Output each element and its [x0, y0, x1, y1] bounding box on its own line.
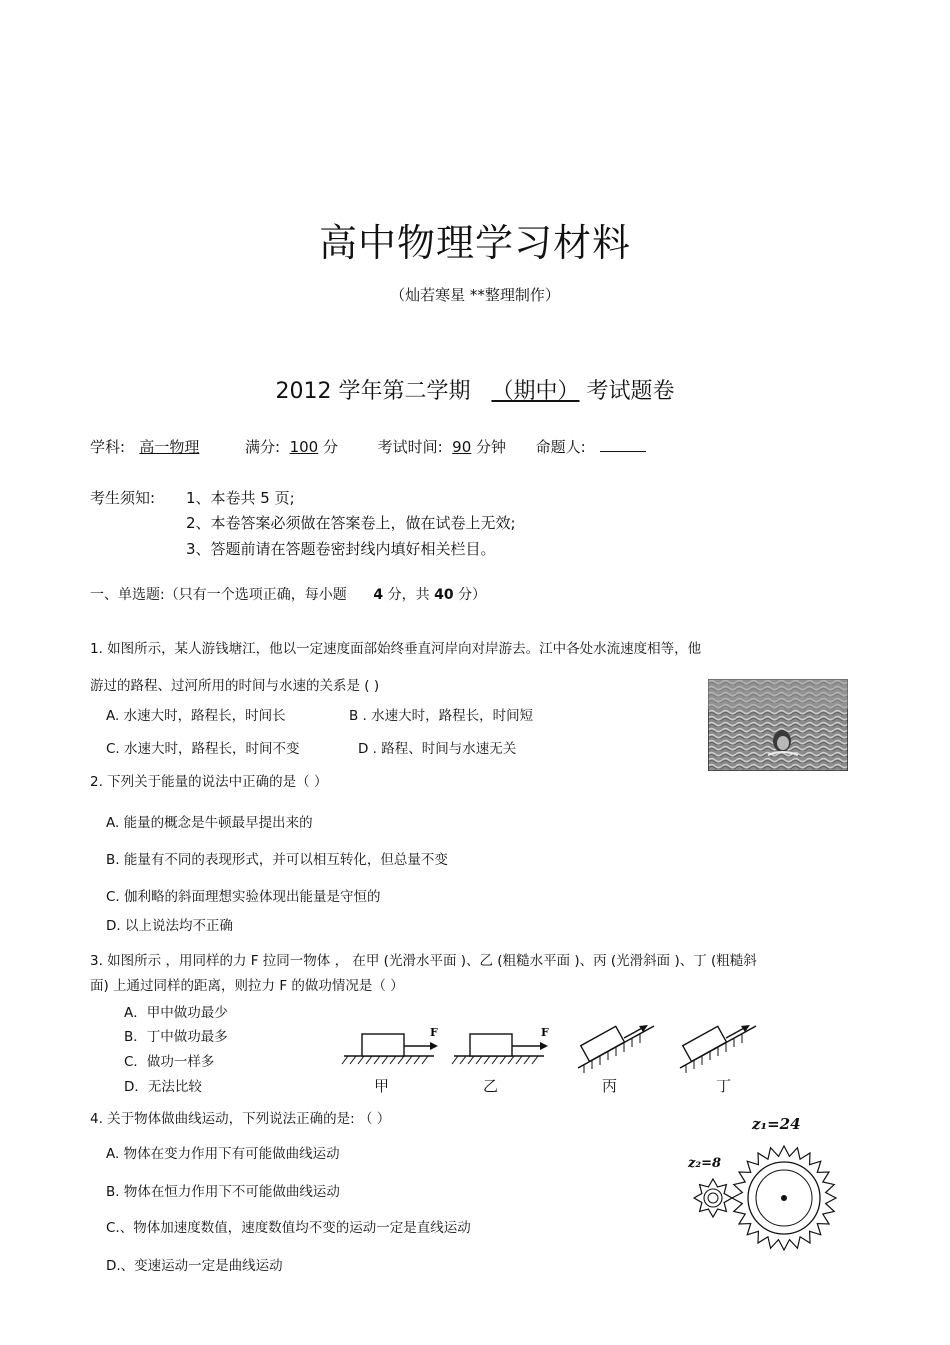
- exam-suffix: 考试题卷: [586, 379, 675, 404]
- gear-large-axle: [781, 1195, 787, 1201]
- question-1-stem-line1: 1. 如图所示，某人游钱塘江，他以一定速度面部始终垂直河岸向对岸游去。江中各处水流速度相等，他: [90, 641, 702, 657]
- notice-item: 1、本卷共 5 页;: [186, 489, 295, 507]
- score-value: 100: [289, 438, 319, 456]
- page-subtitle: （灿若寒星 **整理制作）: [390, 286, 560, 304]
- question-3-stem-line2: 面) 上通过同样的距离，则拉力 F 的做功情况是（ ）: [90, 978, 404, 994]
- figure-label-jia: 甲: [374, 1077, 390, 1095]
- swimmer-photo: [708, 679, 848, 771]
- score-label: 满分:: [244, 438, 281, 456]
- exam-term: 学年第二学期: [338, 379, 471, 404]
- author-label: 命题人:: [535, 438, 586, 456]
- force-diagrams: [338, 1012, 768, 1074]
- question-2-option-a: A. 能量的概念是牛顿最早提出来的: [106, 815, 313, 831]
- question-4-option-b: B. 物体在恒力作用下不可能做曲线运动: [106, 1184, 340, 1200]
- points-each: 4: [373, 587, 384, 603]
- figure-ding: [680, 1025, 756, 1073]
- question-1-option-b: B . 水速大时，路程长，时间短: [349, 708, 534, 724]
- notice-item: 2、本卷答案必须做在答案卷上，做在试卷上无效;: [186, 514, 516, 532]
- question-1-option-d: D . 路程、时间与水速无关: [358, 741, 517, 757]
- figure-label-yi: 乙: [483, 1077, 499, 1095]
- section-heading-end: 分）: [458, 587, 487, 603]
- force-label-jia: F: [430, 1026, 438, 1039]
- question-3-option-b: B．丁中做功最多: [124, 1029, 228, 1045]
- figure-label-bing: 丙: [602, 1077, 618, 1095]
- points-total: 40: [434, 587, 454, 603]
- force-label-yi: F: [541, 1026, 549, 1039]
- gear-label-z1: z₁=24: [752, 1115, 801, 1133]
- time-value: 90: [452, 438, 472, 456]
- time-label: 考试时间:: [377, 438, 443, 456]
- question-2-option-c: C. 伽利略的斜面理想实验体现出能量是守恒的: [106, 889, 381, 905]
- figure-yi: [452, 1026, 549, 1064]
- gear-small-teeth: [694, 1179, 732, 1217]
- question-2-stem: 2. 下列关于能量的说法中正确的是（ ）: [90, 774, 328, 790]
- question-1-option-a: A. 水速大时，路程长，时间长: [106, 708, 286, 724]
- question-3-option-c: C．做功一样多: [124, 1054, 215, 1070]
- question-4-option-c: C.、物体加速度数值，速度数值均不变的运动一定是直线运动: [106, 1220, 471, 1236]
- gear-small: [694, 1179, 732, 1217]
- figure-bing: [578, 1025, 654, 1073]
- question-1-option-c: C. 水速大时，路程长，时间不变: [106, 741, 300, 757]
- figure-label-ding: 丁: [716, 1077, 732, 1095]
- section-heading: [90, 584, 486, 604]
- question-3-option-a: A．甲中做功最少: [124, 1005, 228, 1021]
- exam-info-line: [90, 436, 646, 457]
- notice-item: 3、答题前请在答题卷密封线内填好相关栏目。: [186, 540, 496, 558]
- time-unit: 分钟: [476, 438, 507, 456]
- exam-year: 2012: [275, 379, 332, 404]
- score-unit: 分: [322, 438, 338, 456]
- notice-label: 考生须知:: [90, 489, 156, 507]
- question-2-option-b: B. 能量有不同的表现形式，并可以相互转化，但总量不变: [106, 852, 448, 868]
- question-1-stem-line2: 游过的路程、过河所用的时间与水速的关系是 ( ): [90, 678, 380, 694]
- section-heading-mid: 分，共: [387, 587, 430, 603]
- figure-jia: [342, 1026, 438, 1064]
- page-title: 高中物理学习材料: [318, 221, 631, 265]
- question-3-option-d: D．无法比较: [124, 1079, 202, 1095]
- subject-value: 高一物理: [139, 438, 200, 456]
- exam-kind: （期中）: [491, 379, 580, 404]
- exam-title: [0, 374, 950, 405]
- gear-large: [732, 1146, 836, 1250]
- question-4-option-a: A. 物体在变力作用下有可能做曲线运动: [106, 1146, 340, 1162]
- question-4-option-d: D.、变速运动一定是曲线运动: [106, 1258, 283, 1274]
- author-blank: [600, 451, 646, 452]
- gear-diagram: [688, 1132, 848, 1262]
- subject-label: 学科:: [90, 438, 126, 456]
- question-4-stem: 4. 关于物体做曲线运动，下列说法正确的是: （ ）: [90, 1111, 391, 1127]
- gear-label-z2: z₂=8: [688, 1156, 722, 1171]
- question-2-option-d: D. 以上说法均不正确: [106, 918, 233, 934]
- question-3-stem-line1: 3. 如图所示 ，用同样的力 F 拉同一物体 ， 在甲 (光滑水平面 )、乙 (粗糙水平面 )、丙 (光滑斜面 )、丁 (粗糙斜: [90, 953, 757, 969]
- section-heading-text: 一、单选题:（只有一个选项正确，每小题: [90, 587, 347, 603]
